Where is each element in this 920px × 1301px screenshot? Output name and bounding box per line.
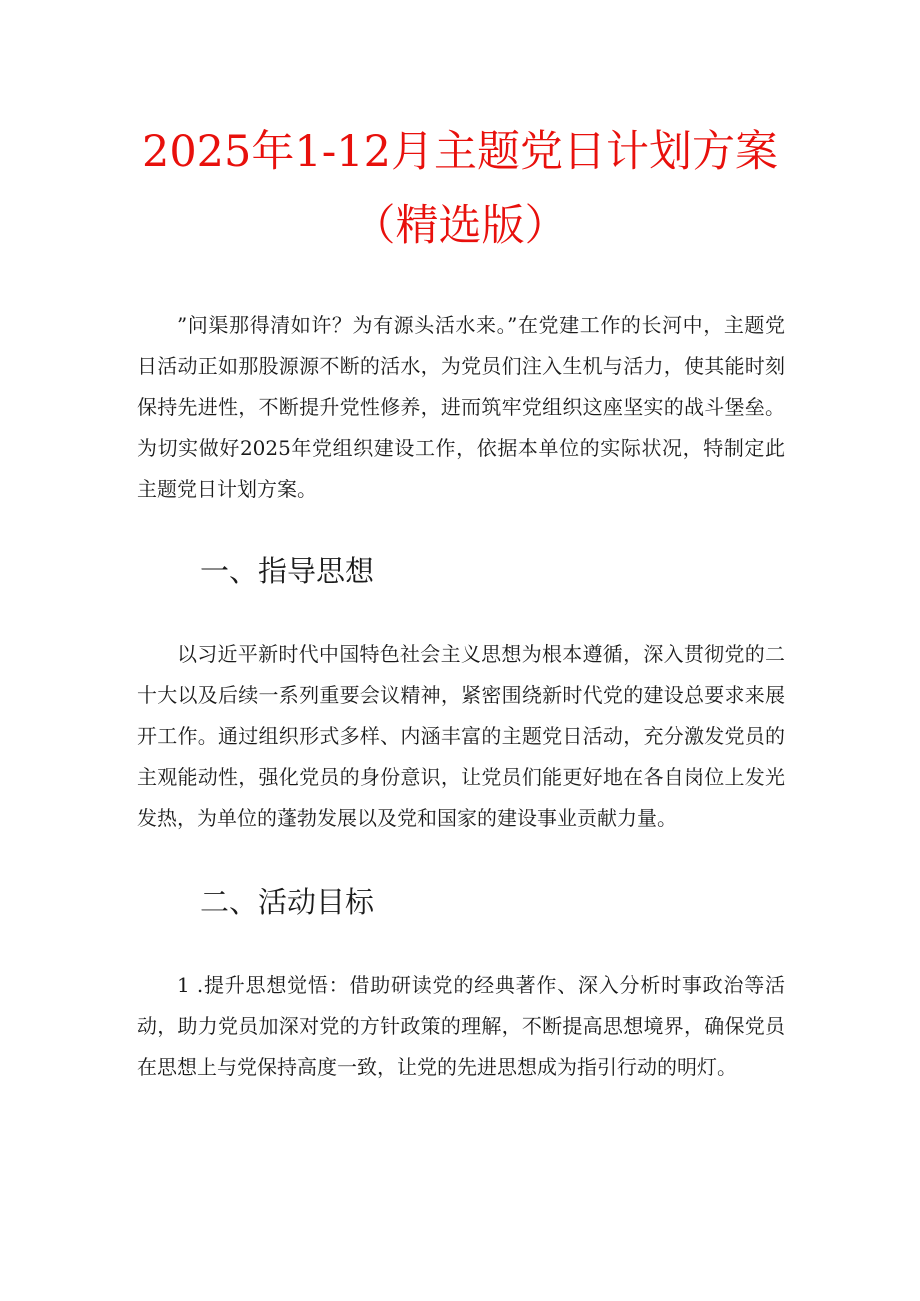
document-title: 2025年1-12月主题党日计划方案 xyxy=(141,127,779,177)
activity-goal-item: 1 .提升思想觉悟：借助研读党的经典著作、深入分析时事政治等活动，助力党员加深对党的方针政策的理解，不断提高思想境界，确保党员在思想上与党保持高度一致，让党的先进思想成为指引行动的明灯。 xyxy=(137,973,785,1079)
guiding-ideology-paragraph: 以习近平新时代中国特色社会主义思想为根本遵循，深入贯彻党的二十大以及后续一系列重要会议精神，紧密围绕新时代党的建设总要求来展开工作。通过组织形式多样、内涵丰富的主题党日活动，充分激发党员的主观能动性，强化党员的身份意识，让党员们能更好地在各自岗位上发光发热，为单位的蓬勃发展以及党和国家的建设事业贡献力量。 xyxy=(137,642,785,830)
section-heading-activity-goals: 二、活动目标 xyxy=(200,885,375,919)
document-subtitle: （精选版） xyxy=(352,201,568,251)
section-heading-guiding-ideology: 一、指导思想 xyxy=(200,554,375,588)
intro-paragraph: ”问渠那得清如许？为有源头活水来。”在党建工作的长河中，主题党日活动正如那股源源不断的活水，为党员们注入生机与活力，使其能时刻保持先进性，不断提升党性修养，进而筑牢党组织这座坚实的战斗堡垒。为切实做好2025年党组织建设工作，依据本单位的实际状况，特制定此主题党日计划方案。 xyxy=(137,313,785,501)
